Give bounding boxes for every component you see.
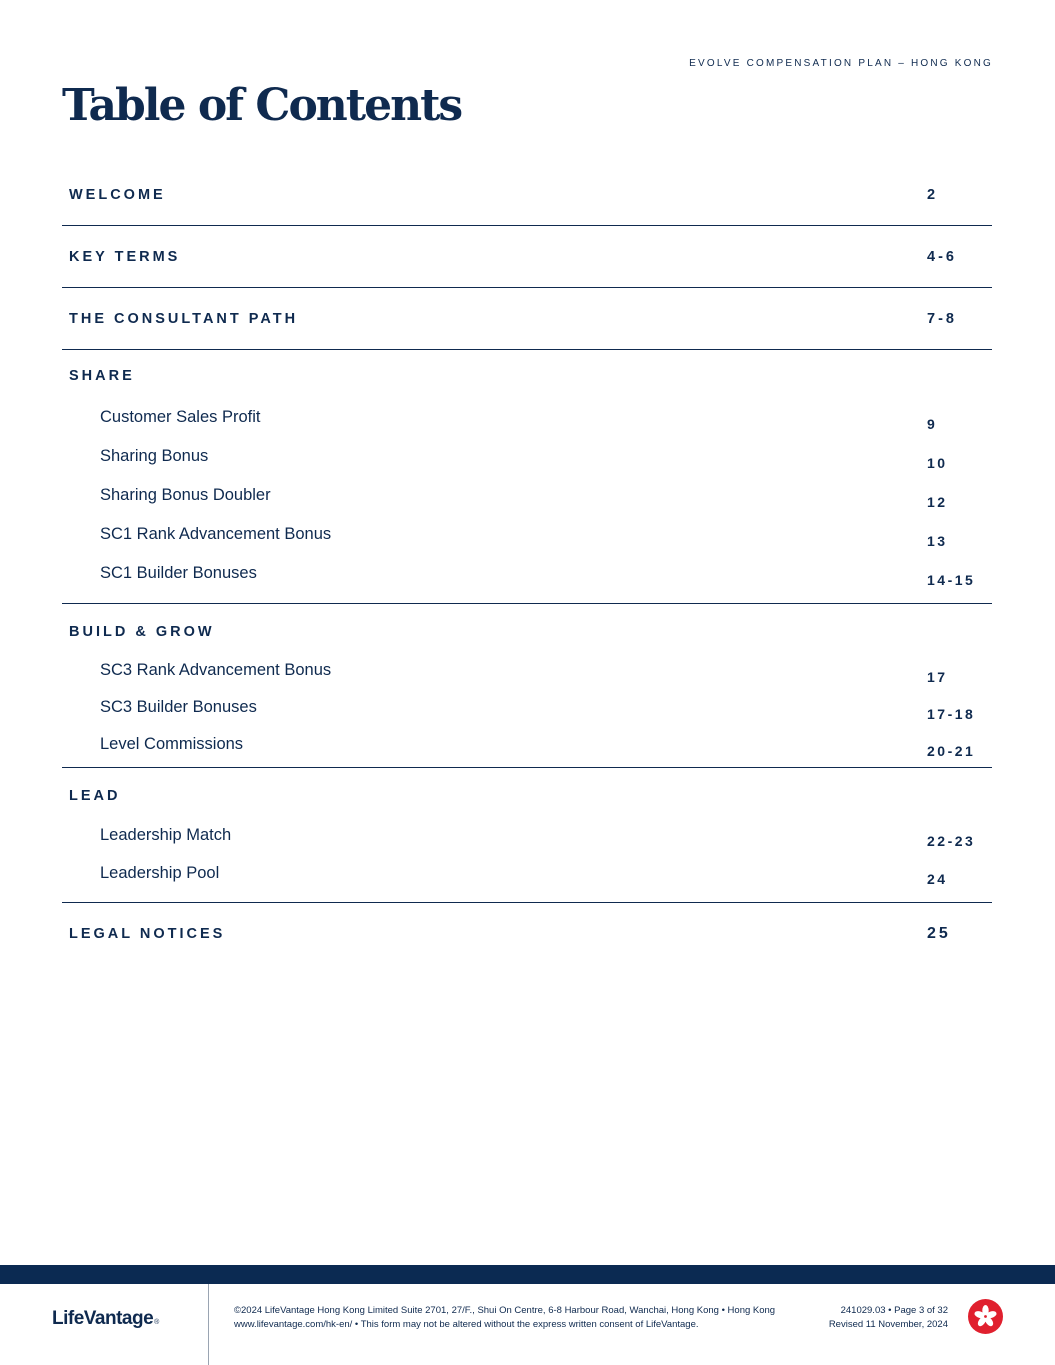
toc-item-sc3-builder-bonuses[interactable]: [62, 693, 992, 730]
toc-item-customer-sales-profit[interactable]: [62, 402, 992, 441]
footer-doc-code: 241029.03 • Page 3 of 32: [840, 1305, 948, 1316]
toc-section-welcome[interactable]: [62, 164, 992, 226]
item-page: 9: [927, 415, 938, 432]
toc-section-lead[interactable]: [62, 772, 992, 820]
item-label: Leadership Pool: [100, 863, 220, 882]
toc-group-build-grow: [62, 604, 992, 768]
section-page: 4-6: [927, 248, 957, 265]
item-page: 10: [927, 454, 948, 471]
section-label: LEAD: [69, 788, 121, 804]
section-label: BUILD & GROW: [69, 624, 215, 640]
toc-item-leadership-pool[interactable]: [62, 858, 992, 896]
footer-copyright-line: ©2024 LifeVantage Hong Kong Limited Suite 2701, 27/F., Shui On Centre, 6-8 Harbour Road, Wanchai, Hong Kong • Hong Kong: [234, 1305, 776, 1316]
toc-section-share[interactable]: [62, 350, 992, 402]
section-page: 7-8: [927, 310, 957, 327]
toc-section-consultant-path[interactable]: [62, 288, 992, 350]
toc-group-lead: [62, 768, 992, 903]
table-of-contents: [62, 164, 992, 964]
item-page: 14-15: [927, 571, 976, 588]
toc-item-sc3-rank-advancement-bonus[interactable]: [62, 656, 992, 693]
section-label: THE CONSULTANT PATH: [69, 310, 299, 327]
item-label: SC3 Rank Advancement Bonus: [100, 661, 332, 679]
section-label: SHARE: [69, 368, 135, 384]
toc-item-level-commissions[interactable]: [62, 730, 992, 767]
page-title: Table of Contents: [62, 80, 462, 131]
section-page: 25: [927, 924, 951, 942]
hong-kong-flag-icon: [968, 1299, 1003, 1334]
footer-doc-info: [829, 1304, 948, 1332]
item-label: Level Commissions: [100, 735, 244, 753]
toc-section-legal-notices[interactable]: [62, 903, 992, 964]
toc-item-sharing-bonus-doubler[interactable]: [62, 480, 992, 519]
item-page: 22-23: [927, 833, 976, 849]
document-header-label: EVOLVE COMPENSATION PLAN – HONG KONG: [689, 58, 993, 69]
item-label: Sharing Bonus Doubler: [100, 486, 271, 504]
toc-group-share: [62, 350, 992, 604]
toc-item-sc1-rank-advancement-bonus[interactable]: [62, 519, 992, 558]
toc-section-key-terms[interactable]: [62, 226, 992, 288]
toc-item-leadership-match[interactable]: [62, 820, 992, 858]
item-page: 12: [927, 493, 948, 510]
lifevantage-logo: LifeVantage®: [52, 1308, 159, 1329]
toc-section-build-grow[interactable]: [62, 608, 992, 656]
item-label: SC1 Rank Advancement Bonus: [100, 525, 332, 543]
footer-website-line: www.lifevantage.com/hk-en/ • This form may not be altered without the express written consent of LifeVantage.: [234, 1319, 699, 1330]
item-page: 20-21: [927, 742, 976, 759]
item-page: 24: [927, 871, 948, 887]
item-page: 17: [927, 668, 948, 685]
footer-bar: [0, 1265, 1055, 1284]
item-label: SC1 Builder Bonuses: [100, 564, 257, 582]
item-label: Sharing Bonus: [100, 447, 209, 465]
item-page: 13: [927, 532, 948, 549]
toc-item-sharing-bonus[interactable]: [62, 441, 992, 480]
item-page: 17-18: [927, 705, 976, 722]
section-label: LEGAL NOTICES: [69, 925, 226, 942]
page-footer: [0, 1284, 1055, 1365]
toc-item-sc1-builder-bonuses[interactable]: [62, 558, 992, 597]
item-label: Customer Sales Profit: [100, 408, 261, 426]
section-label: WELCOME: [69, 186, 166, 203]
section-label: KEY TERMS: [69, 248, 181, 265]
footer-divider: [208, 1284, 209, 1365]
section-page: 2: [927, 186, 939, 203]
footer-revised-date: Revised 11 November, 2024: [828, 1319, 948, 1330]
item-label: Leadership Match: [100, 825, 232, 844]
item-label: SC3 Builder Bonuses: [100, 698, 257, 716]
footer-legal-text: [234, 1304, 775, 1332]
